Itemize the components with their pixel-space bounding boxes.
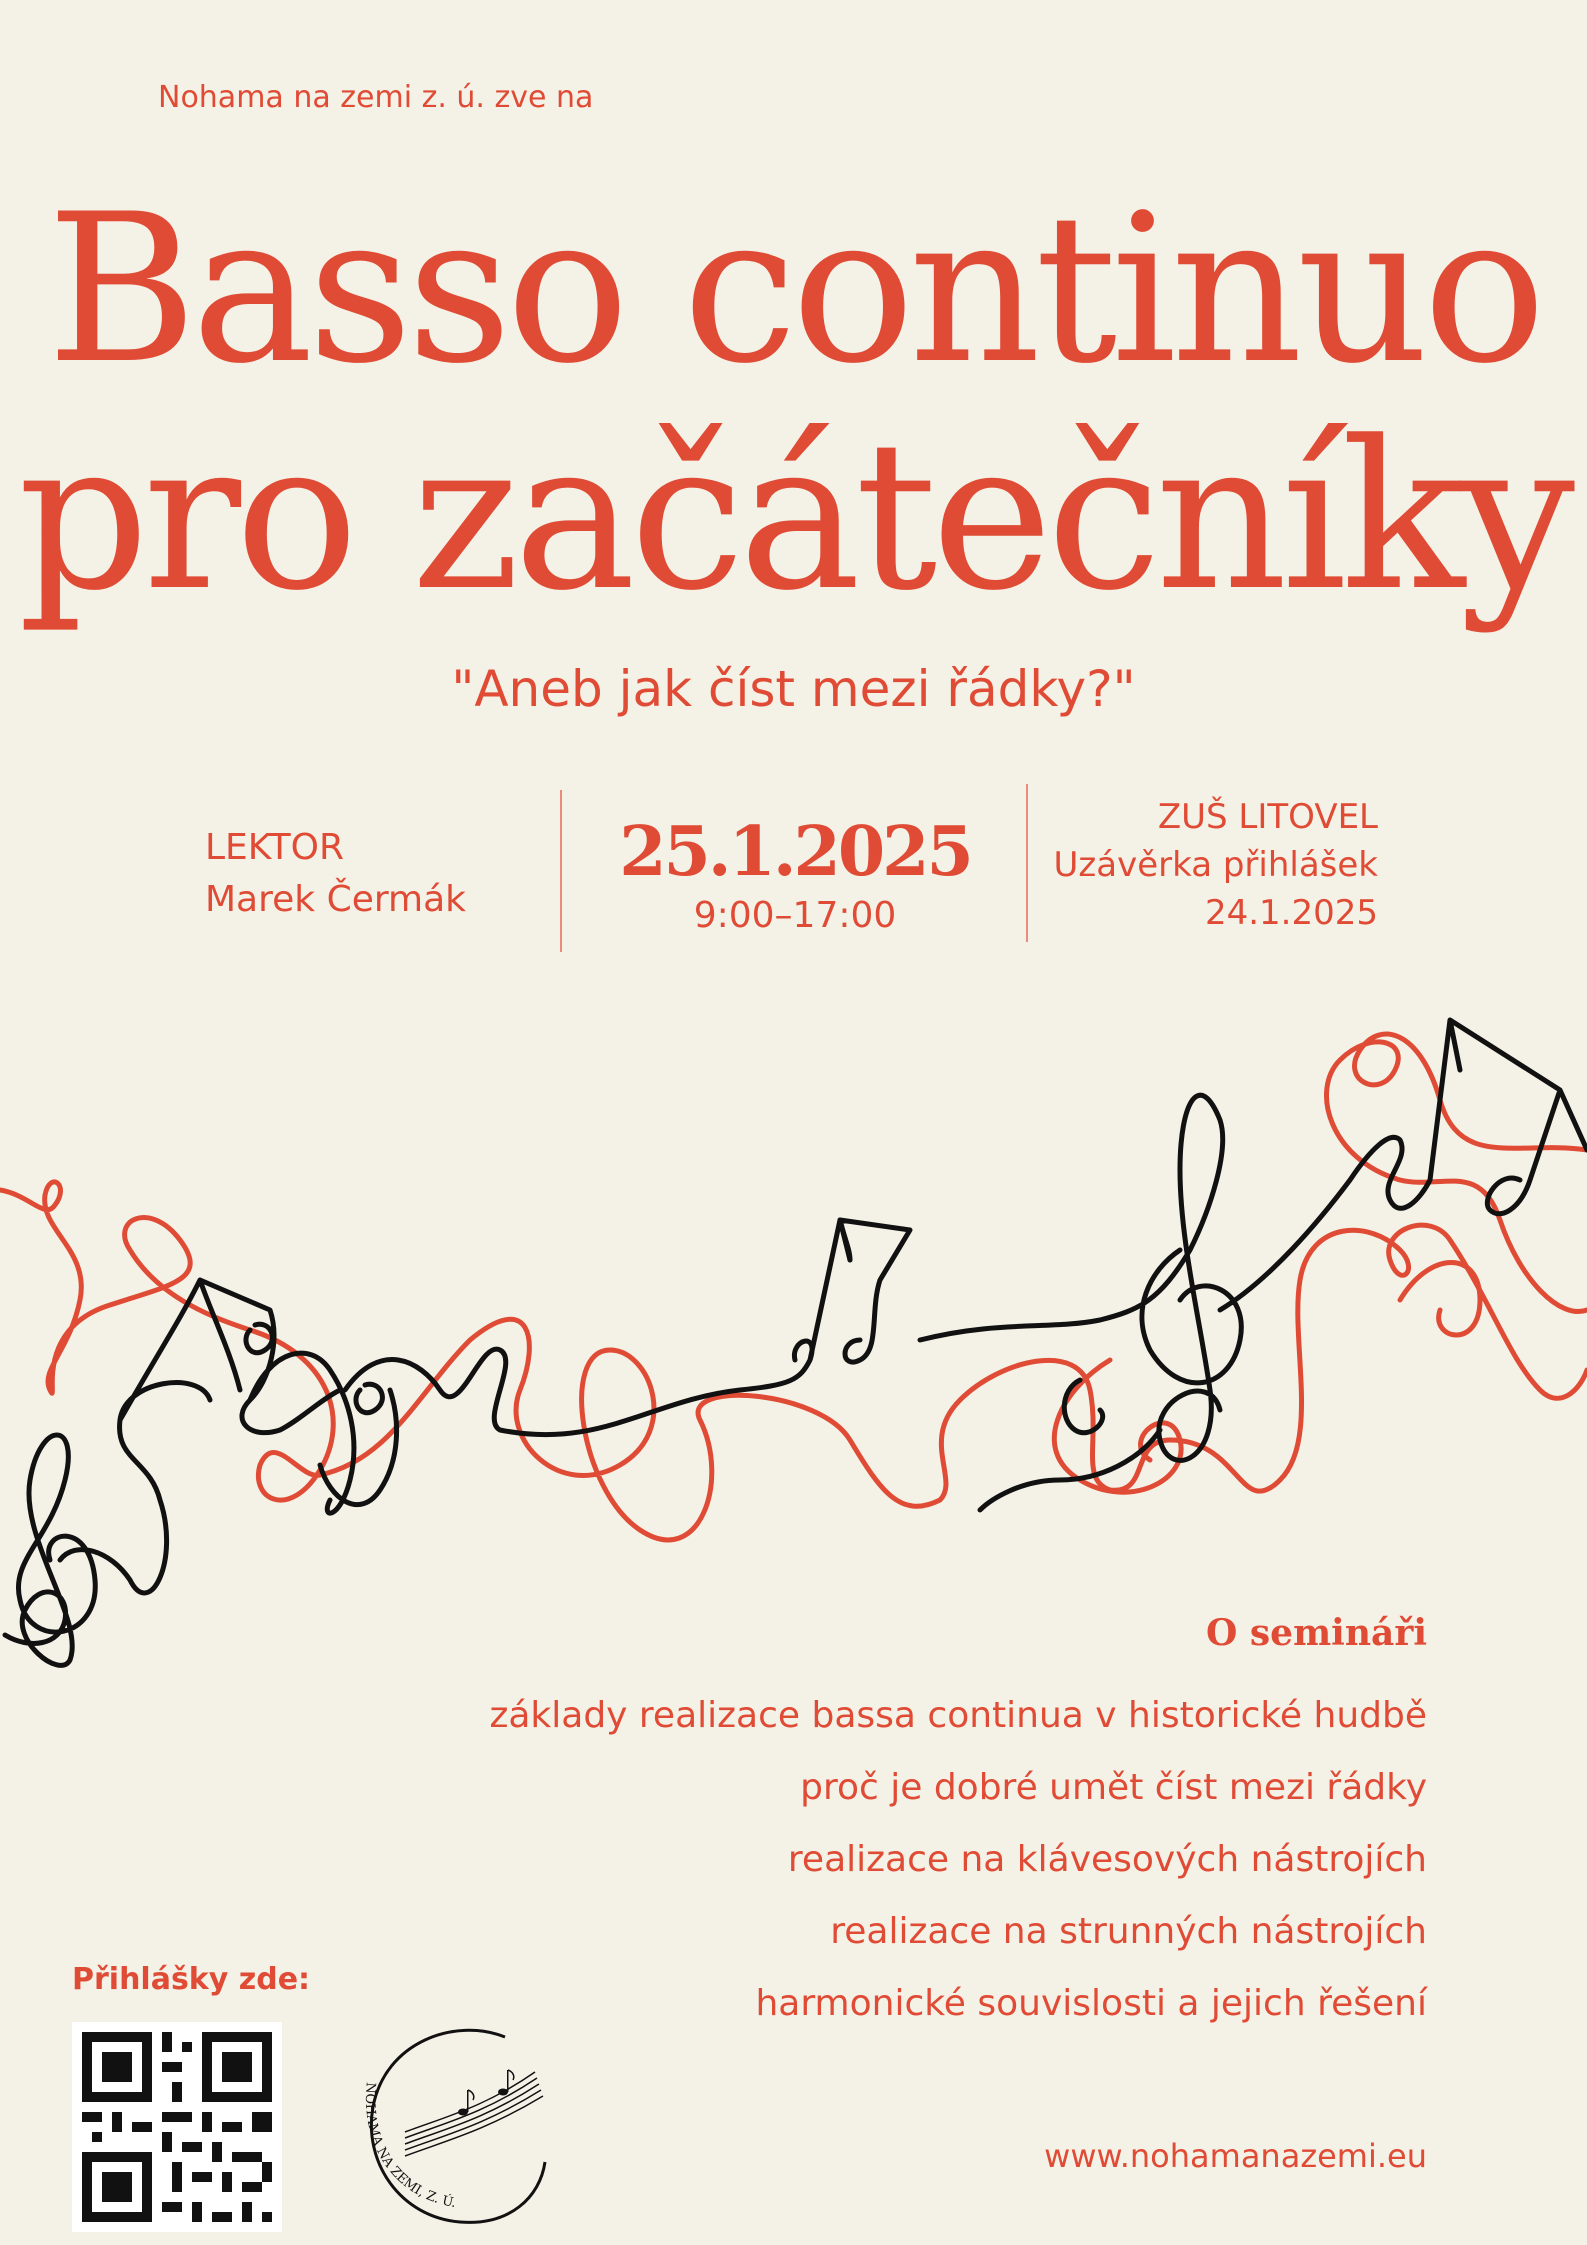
- music-notes-illustration: [0, 920, 1587, 1720]
- list-item: proč je dobré umět číst mezi řádky: [800, 1767, 1427, 1808]
- title-line-2: pro začátečníky: [17, 398, 1570, 636]
- venue-block: [1000, 793, 1378, 937]
- nohama-logo-icon: [345, 2012, 575, 2242]
- list-item: realizace na klávesových nástrojích: [787, 1839, 1427, 1880]
- qr-code-icon[interactable]: [72, 2022, 282, 2232]
- registration-label: Přihlášky zde:: [72, 1962, 311, 1997]
- event-time: 9:00–17:00: [693, 895, 897, 936]
- title-line-1: Basso continuo: [46, 171, 1541, 409]
- logo-text: NOHAMA NA ZEMI, Z. Ú.: [361, 2081, 457, 2211]
- list-item: realizace na strunných nástrojích: [830, 1911, 1427, 1952]
- lecturer-name: Marek Čermák: [205, 879, 466, 920]
- black-note-pair: [840, 1220, 850, 1260]
- website-link[interactable]: www.nohamanazemi.eu: [1044, 2137, 1427, 2175]
- list-item: základy realizace bassa continua v historické hudbě: [489, 1695, 1427, 1736]
- deadline-date: 24.1.2025: [1204, 893, 1378, 933]
- lecturer-label: LEKTOR: [205, 827, 344, 868]
- red-flourish-line: [1327, 1034, 1587, 1311]
- seminar-heading: O semináři: [1206, 1612, 1427, 1654]
- venue-place: ZUŠ LITOVEL: [1157, 797, 1378, 837]
- subtitle: "Aneb jak číst mezi řádky?": [451, 660, 1136, 718]
- seminar-topics-list: [489, 1680, 1427, 2040]
- lecturer-block: [205, 822, 466, 926]
- black-melody-line: [5, 1020, 1587, 1665]
- date-block: [565, 810, 1025, 938]
- event-date: 25.1.2025: [619, 812, 971, 892]
- list-item: harmonické souvislosti a jejich řešení: [755, 1983, 1427, 2024]
- invite-line: Nohama na zemi z. ú. zve na: [158, 80, 594, 115]
- svg-text:NOHAMA NA ZEMI, Z. Ú.: [362, 2082, 457, 2211]
- deadline-label: Uzávěrka přihlášek: [1053, 845, 1378, 885]
